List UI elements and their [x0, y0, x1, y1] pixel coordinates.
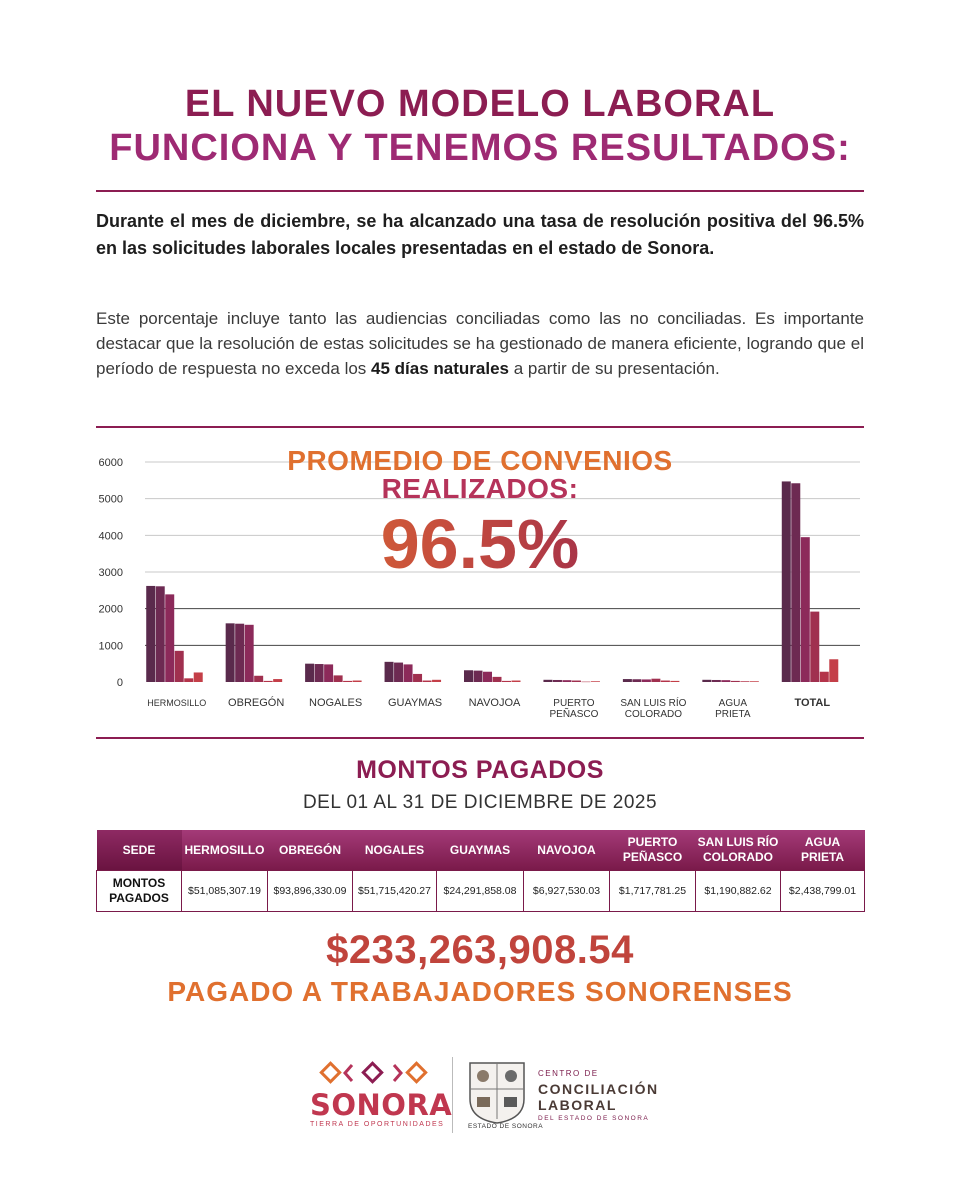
sonora-logo-text: SONORA [310, 1088, 453, 1122]
bar-1-series-4 [264, 681, 273, 682]
bar-8-series-0 [782, 481, 791, 682]
x-tick-label-5-0: PUERTO [553, 698, 595, 709]
bar-1-series-3 [254, 676, 263, 682]
bar-3-series-0 [385, 662, 394, 682]
body-paragraph [96, 306, 864, 381]
bar-7-series-2 [721, 680, 730, 682]
bar-8-series-5 [829, 659, 838, 682]
bar-5-series-0 [543, 680, 552, 682]
bar-4-series-3 [493, 677, 502, 682]
ccl-line-4: DEL ESTADO DE SONORA [538, 1115, 650, 1122]
amount-puerto-penasco: $1,717,781.25 [610, 871, 696, 912]
bar-1-series-0 [226, 623, 235, 682]
y-tick-label-5000: 5000 [98, 493, 123, 506]
bar-2-series-0 [305, 664, 314, 682]
body-text-part-2: a partir de su presentación. [509, 359, 720, 378]
header-san-luis-rio-colorado: SAN LUIS RÍO COLORADO [696, 830, 781, 871]
montos-subtitle: DEL 01 AL 31 DE DICIEMBRE DE 2025 [302, 792, 658, 813]
chart-overlay-line-1: PROMEDIO DE CONVENIOS [287, 445, 673, 476]
bar-7-series-3 [731, 681, 740, 682]
header-hermosillo: HERMOSILLO [182, 830, 268, 871]
amount-navojoa: $6,927,530.03 [524, 871, 610, 912]
bar-8-series-2 [801, 537, 810, 682]
chart-overlay-line-2: REALIZADOS: [381, 473, 579, 504]
bar-3-series-1 [394, 663, 403, 682]
ccl-line-3: LABORAL [538, 1097, 617, 1113]
sonora-pattern-icon [318, 1061, 430, 1087]
x-tick-label-6-0: SAN LUIS RÍO [620, 698, 687, 709]
header-navojoa: NAVOJOA [524, 830, 610, 871]
bar-3-series-4 [423, 681, 432, 682]
bar-7-series-0 [702, 680, 711, 682]
bar-2-series-3 [334, 675, 343, 682]
x-tick-label-8-0: TOTAL [794, 697, 831, 709]
bar-0-series-0 [146, 586, 155, 682]
state-coat-of-arms-icon [466, 1059, 528, 1125]
bar-1-series-2 [245, 625, 254, 682]
x-tick-label-0-0: HERMOSILLO [147, 698, 207, 708]
bar-0-series-1 [156, 586, 165, 682]
bar-3-series-5 [432, 680, 441, 682]
bar-7-series-4 [740, 681, 749, 682]
montos-header-row [97, 830, 865, 871]
bar-3-series-2 [404, 664, 413, 682]
bar-0-series-3 [175, 651, 184, 682]
bar-6-series-3 [651, 679, 660, 682]
header-guaymas: GUAYMAS [437, 830, 524, 871]
x-tick-label-1-0: OBREGÓN [228, 697, 285, 709]
bar-8-series-1 [791, 483, 800, 682]
bar-0-series-2 [165, 594, 174, 682]
sonora-tagline: TIERRA DE OPORTUNIDADES [310, 1121, 445, 1128]
title-line-1: EL NUEVO MODELO LABORAL [184, 83, 776, 125]
bar-8-series-3 [810, 612, 819, 682]
bar-6-series-0 [623, 679, 632, 682]
ccl-line-1: CENTRO DE [538, 1069, 599, 1078]
title-line-2: FUNCIONA Y TENEMOS RESULTADOS: [109, 127, 851, 169]
bar-5-series-5 [591, 681, 600, 682]
bar-0-series-5 [194, 672, 203, 682]
bar-3-series-3 [413, 674, 422, 682]
bar-5-series-1 [553, 680, 562, 682]
amount-guaymas: $24,291,858.08 [437, 871, 524, 912]
x-tick-label-7-1: PRIETA [715, 709, 751, 720]
amount-agua-prieta: $2,438,799.01 [781, 871, 865, 912]
divider-chart-top [96, 426, 864, 428]
y-tick-label-6000: 6000 [98, 457, 123, 469]
x-tick-label-3-0: GUAYMAS [387, 697, 443, 709]
x-tick-label-4-0: NAVOJOA [468, 697, 521, 709]
bar-1-series-1 [235, 624, 244, 682]
bar-6-series-4 [661, 681, 670, 682]
bar-7-series-5 [750, 681, 759, 682]
bar-2-series-5 [353, 681, 362, 682]
bar-5-series-3 [572, 681, 581, 682]
bar-4-series-0 [464, 670, 473, 682]
bar-5-series-4 [581, 682, 590, 683]
header-agua-prieta: AGUA PRIETA [781, 830, 865, 871]
bar-2-series-4 [343, 681, 352, 682]
y-tick-label-3000: 3000 [98, 567, 123, 579]
y-tick-label-0: 0 [116, 677, 123, 689]
footer-divider [452, 1057, 453, 1133]
row-label-montos: MONTOS PAGADOS [97, 871, 182, 912]
bar-8-series-4 [820, 672, 829, 682]
bar-4-series-4 [502, 681, 511, 682]
x-tick-label-2-0: NOGALES [309, 697, 363, 709]
bar-4-series-2 [483, 672, 492, 682]
header-sede: SEDE [97, 830, 182, 871]
x-tick-label-5-1: PEÑASCO [549, 709, 599, 720]
bar-6-series-2 [642, 679, 651, 682]
amount-obregon: $93,896,330.09 [268, 871, 353, 912]
divider-top [96, 190, 864, 192]
bar-1-series-5 [273, 679, 282, 682]
montos-data-row [97, 871, 865, 912]
total-paid-caption: PAGADO A TRABAJADORES SONORENSES [167, 976, 793, 1007]
bar-5-series-2 [562, 680, 571, 682]
x-tick-label-6-1: COLORADO [624, 709, 683, 720]
amount-nogales: $51,715,420.27 [353, 871, 437, 912]
y-tick-label-2000: 2000 [98, 603, 123, 616]
bar-7-series-1 [712, 680, 721, 682]
header-nogales: NOGALES [353, 830, 437, 871]
body-text-part-1: Este porcentaje incluye tanto las audiencias conciliadas como las no conciliadas. Es importante destacar que la resolución de estas solicitudes se ha gestionado de manera eficiente, logrando que el período de respuesta no exceda los [96, 309, 864, 378]
body-text-bold: 45 días naturales [371, 359, 509, 378]
bar-0-series-4 [184, 678, 193, 682]
bar-4-series-1 [474, 671, 483, 682]
bar-2-series-2 [324, 664, 333, 682]
bar-2-series-1 [315, 664, 324, 682]
header-puerto-penasco: PUERTO PEÑASCO [610, 830, 696, 871]
ccl-line-2: CONCILIACIÓN [538, 1081, 659, 1097]
chart-overlay-percentage: 96.5% [250, 504, 710, 584]
montos-title: MONTOS PAGADOS [356, 756, 604, 784]
seal-caption: ESTADO DE SONORA [468, 1123, 544, 1130]
divider-chart-bottom [96, 737, 864, 739]
y-tick-label-4000: 4000 [98, 530, 123, 543]
amount-hermosillo: $51,085,307.19 [182, 871, 268, 912]
montos-table [96, 830, 865, 912]
footer-logos [300, 1055, 680, 1135]
bar-6-series-5 [670, 681, 679, 682]
y-tick-label-1000: 1000 [98, 640, 123, 653]
total-paid-amount: $233,263,908.54 [326, 928, 634, 972]
x-tick-label-7-0: AGUA [718, 698, 748, 709]
header-obregon: OBREGÓN [268, 830, 353, 871]
amount-san-luis-rio-colorado: $1,190,882.62 [696, 871, 781, 912]
lead-paragraph: Durante el mes de diciembre, se ha alcanzado una tasa de resolución positiva del 96.5% en las solicitudes laborales locales presentadas en el estado de Sonora. [96, 211, 864, 258]
bar-6-series-1 [632, 679, 641, 682]
bar-4-series-5 [512, 681, 521, 682]
